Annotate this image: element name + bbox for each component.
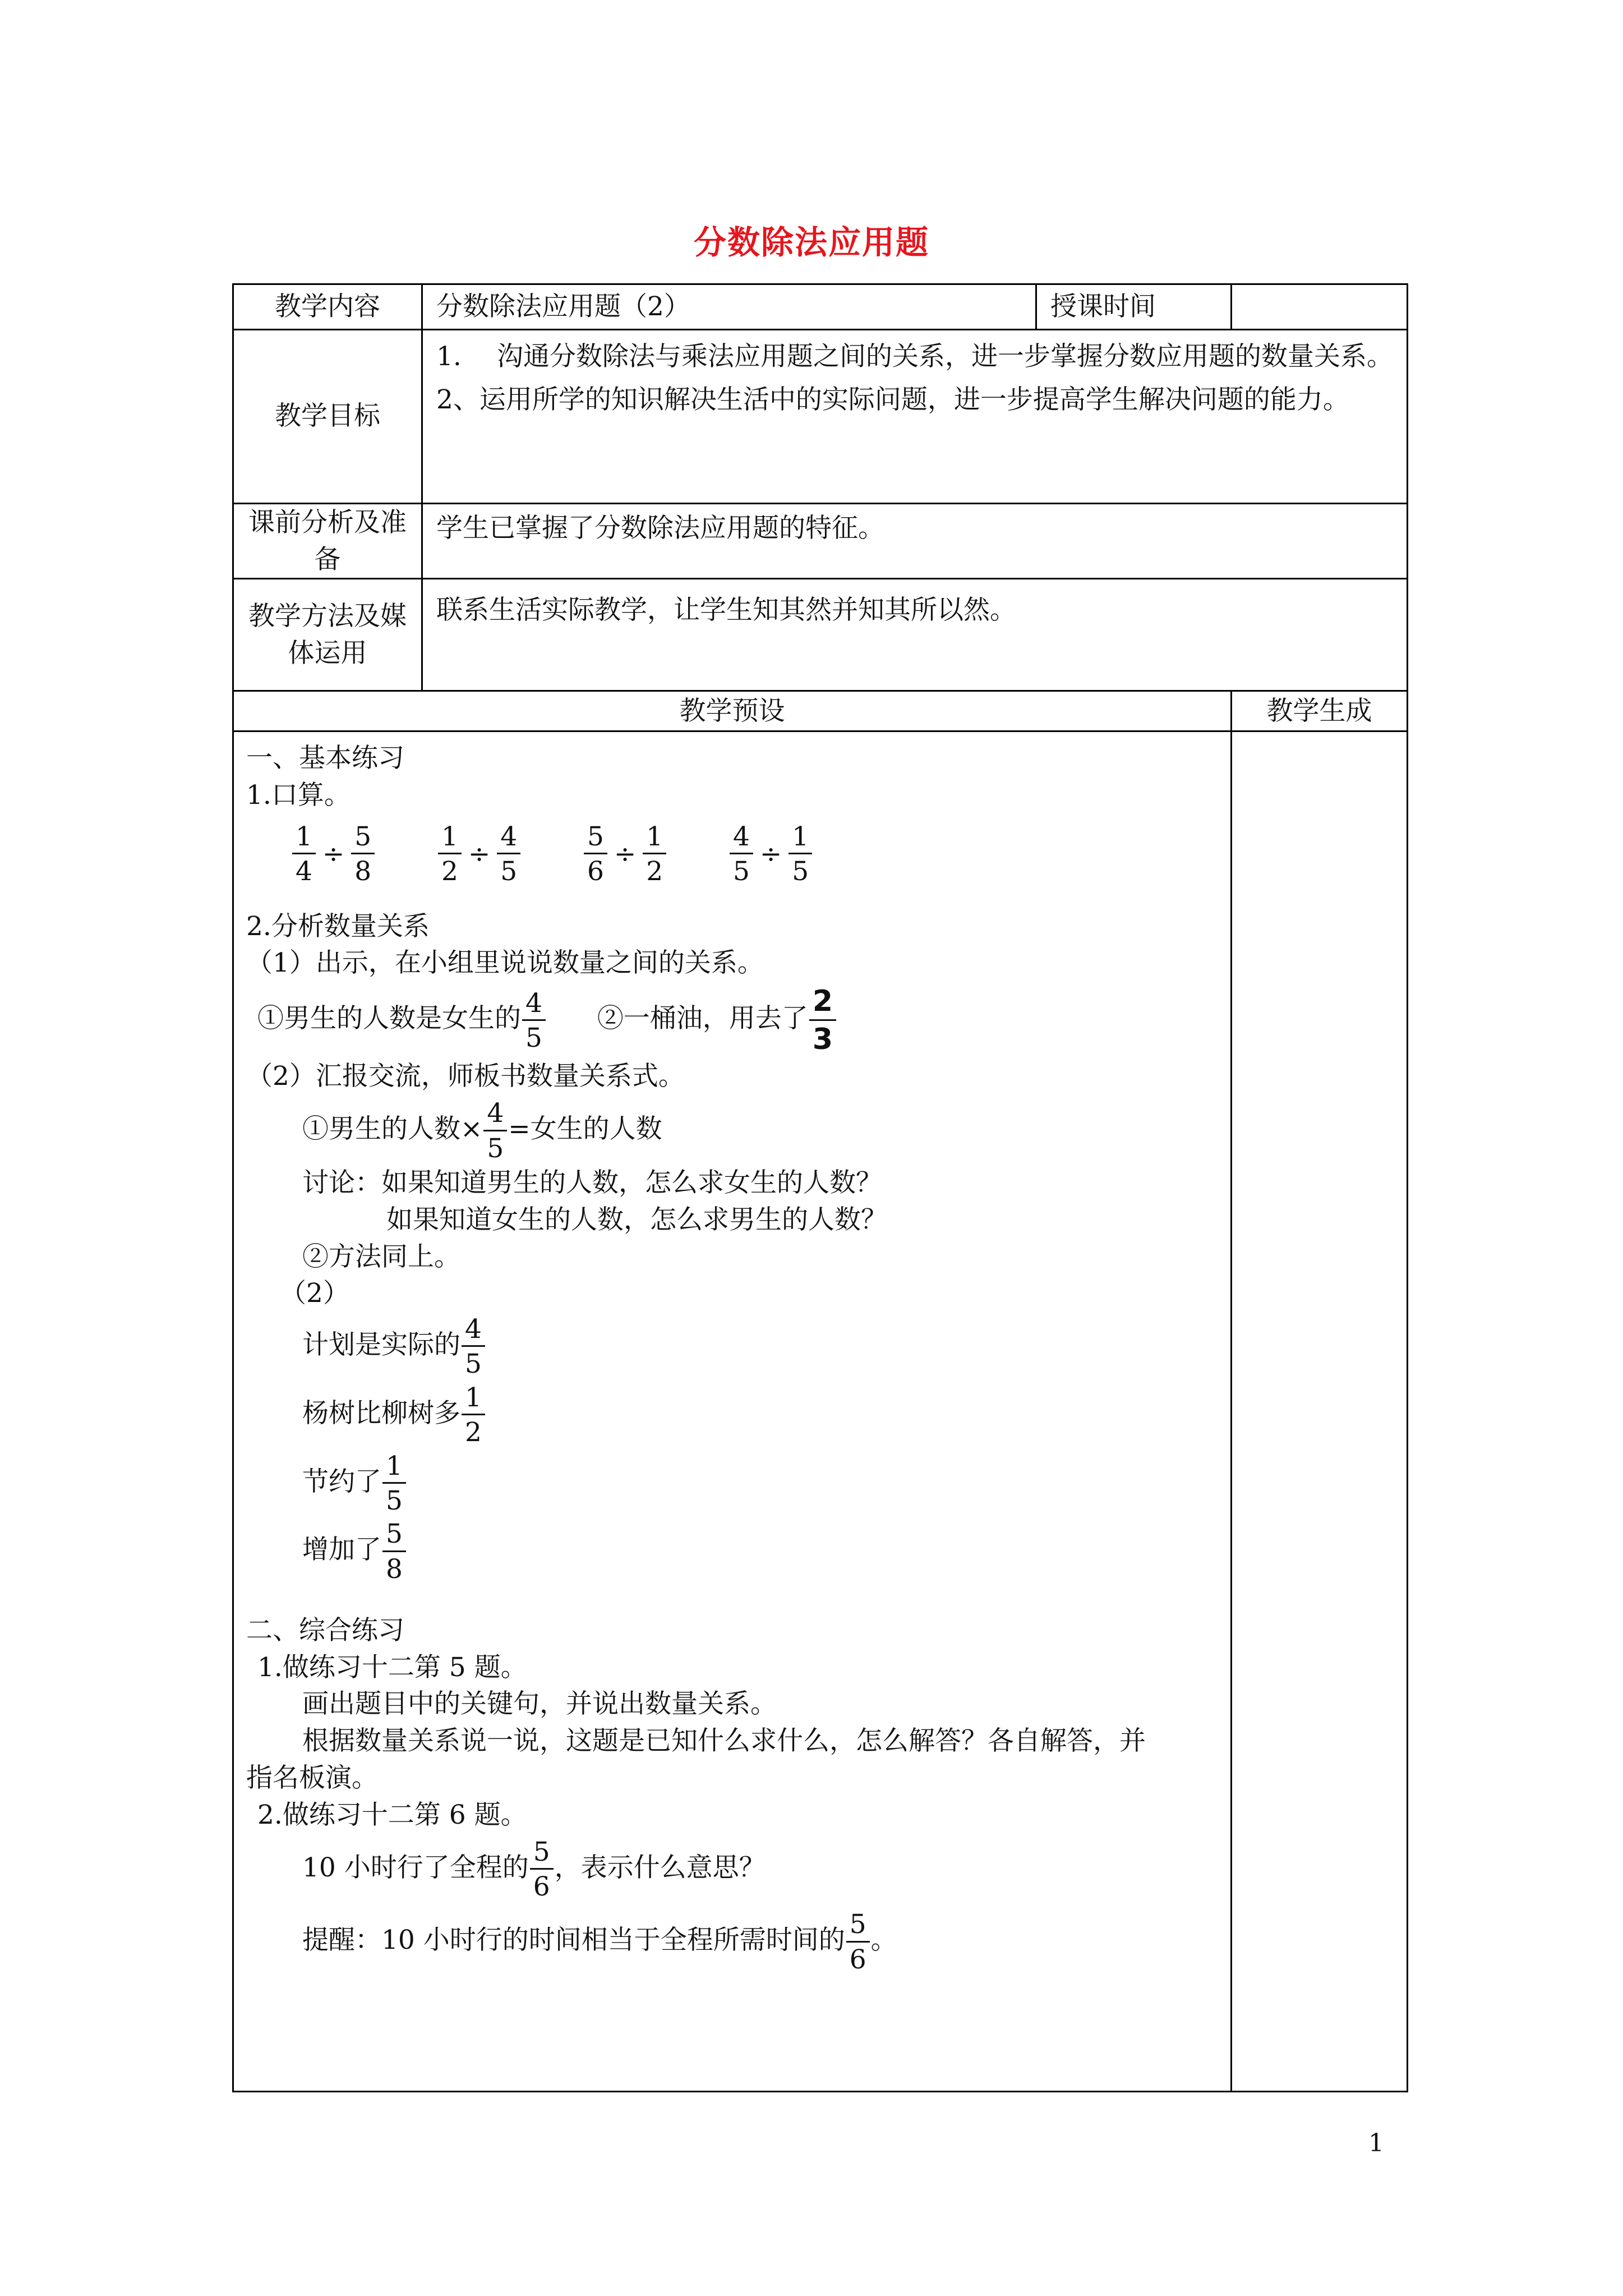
discussion-1: 讨论：如果知道男生的人数，怎么求女生的人数？ xyxy=(302,1167,882,1198)
exercise-6-hint: 提醒：10 小时行的时间相当于全程所需时间的 $\frac{5}{6}$ 。 xyxy=(302,1909,897,1975)
exercise-6: 2.做练习十二第 6 题。 xyxy=(257,1799,527,1830)
row-analysis xyxy=(233,503,1408,579)
example-2: ②一桶油，用去了 xyxy=(597,1003,808,1034)
exercise-6-question: 10 小时行了全程的 $\frac{5}{6}$ ，表示什么意思？ xyxy=(302,1836,766,1902)
time-label: 授课时间 xyxy=(1036,284,1232,330)
outcome-content xyxy=(1232,731,1408,2092)
section-1-title: 一、基本练习 xyxy=(246,743,404,774)
exercise-5: 1.做练习十二第 5 题。 xyxy=(257,1651,527,1683)
example-1-fraction: $\frac{4}{5}$ xyxy=(522,990,546,1052)
preset-content xyxy=(233,731,1232,2092)
example-saved: 节约了 $\frac{1}{5}$ xyxy=(246,1447,1218,1515)
row-content xyxy=(233,284,1408,330)
row-method xyxy=(233,579,1408,691)
page-title: 分数除法应用题 xyxy=(693,223,929,261)
row-body xyxy=(233,731,1408,2092)
example-poplar: 杨树比柳树多 $\frac{1}{2}$ xyxy=(246,1378,1218,1447)
page-number: 1 xyxy=(1368,2129,1384,2157)
oral-item-4: $\frac{4}{5}$ ÷ $\frac{1}{5}$ xyxy=(728,823,874,886)
example-plan: 计划是实际的 $\frac{4}{5}$ xyxy=(246,1312,1218,1378)
method-text: 联系生活实际教学，让学生知其然并知其所以然。 xyxy=(422,579,1408,691)
step-3: （2） xyxy=(280,1278,349,1309)
exercise-5-step-c: 指名板演。 xyxy=(246,1763,378,1794)
analysis-text: 学生已掌握了分数除法应用题的特征。 xyxy=(422,503,1408,579)
goals-label: 教学目标 xyxy=(233,329,422,503)
oral-item-3: $\frac{5}{6}$ ÷ $\frac{1}{2}$ xyxy=(583,823,728,886)
time-value xyxy=(1232,284,1408,330)
goal-item-2: 2、运用所学的知识解决生活中的实际问题，进一步提高学生解决问题的能力。 xyxy=(436,384,1349,416)
column-preset: 教学预设 xyxy=(233,691,1232,731)
method-same: ②方法同上。 xyxy=(302,1241,460,1272)
oral-calc-row xyxy=(246,814,1218,908)
section-2-title: 二、综合练习 xyxy=(246,1614,404,1646)
examples-row xyxy=(246,982,1218,1055)
example-1: ①男生的人数是女生的 xyxy=(257,1003,521,1034)
method-label: 教学方法及媒体运用 xyxy=(233,579,422,691)
content-value: 分数除法应用题（2） xyxy=(422,284,1036,330)
row-column-heads xyxy=(233,691,1408,731)
discussion-2: 如果知道女生的人数，怎么求男生的人数？ xyxy=(386,1204,887,1235)
row-goals xyxy=(233,329,1408,503)
oral-calc-heading: 1.口算。 xyxy=(246,780,351,811)
lesson-plan-table xyxy=(232,283,1408,2092)
goals-cell xyxy=(422,329,1408,503)
step-1: （1）出示，在小组里说说数量之间的关系。 xyxy=(246,947,764,979)
column-outcome: 教学生成 xyxy=(1232,691,1408,731)
oral-item-1: $\frac{1}{4}$ ÷ $\frac{5}{8}$ xyxy=(291,823,437,886)
example-2-fraction: $\frac{2}{3}$ xyxy=(809,986,836,1055)
exercise-5-step-a: 画出题目中的关键句，并说出数量关系。 xyxy=(302,1688,777,1720)
step-2: （2）汇报交流，师板书数量关系式。 xyxy=(246,1061,685,1092)
analysis-heading: 2.分析数量关系 xyxy=(246,910,430,942)
exercise-5-step-b: 根据数量关系说一说，这题是已知什么求什么，怎么解答？各自解答，并 xyxy=(302,1726,1146,1757)
goal-item-1-num: 1. xyxy=(436,341,462,372)
goal-item-1 xyxy=(436,335,1393,379)
content-label: 教学内容 xyxy=(233,284,422,330)
example-increased: 增加了 $\frac{5}{8}$ xyxy=(246,1515,1218,1583)
analysis-label: 课前分析及准备 xyxy=(233,503,422,579)
oral-item-2: $\frac{1}{2}$ ÷ $\frac{4}{5}$ xyxy=(437,823,583,886)
formula-1: ①男生的人数× $\frac{4}{5}$ =女生的人数 xyxy=(302,1098,662,1164)
goal-item-1-text: 沟通分数除法与乘法应用题之间的关系，进一步掌握分数应用题的数量关系。 xyxy=(497,341,1393,372)
